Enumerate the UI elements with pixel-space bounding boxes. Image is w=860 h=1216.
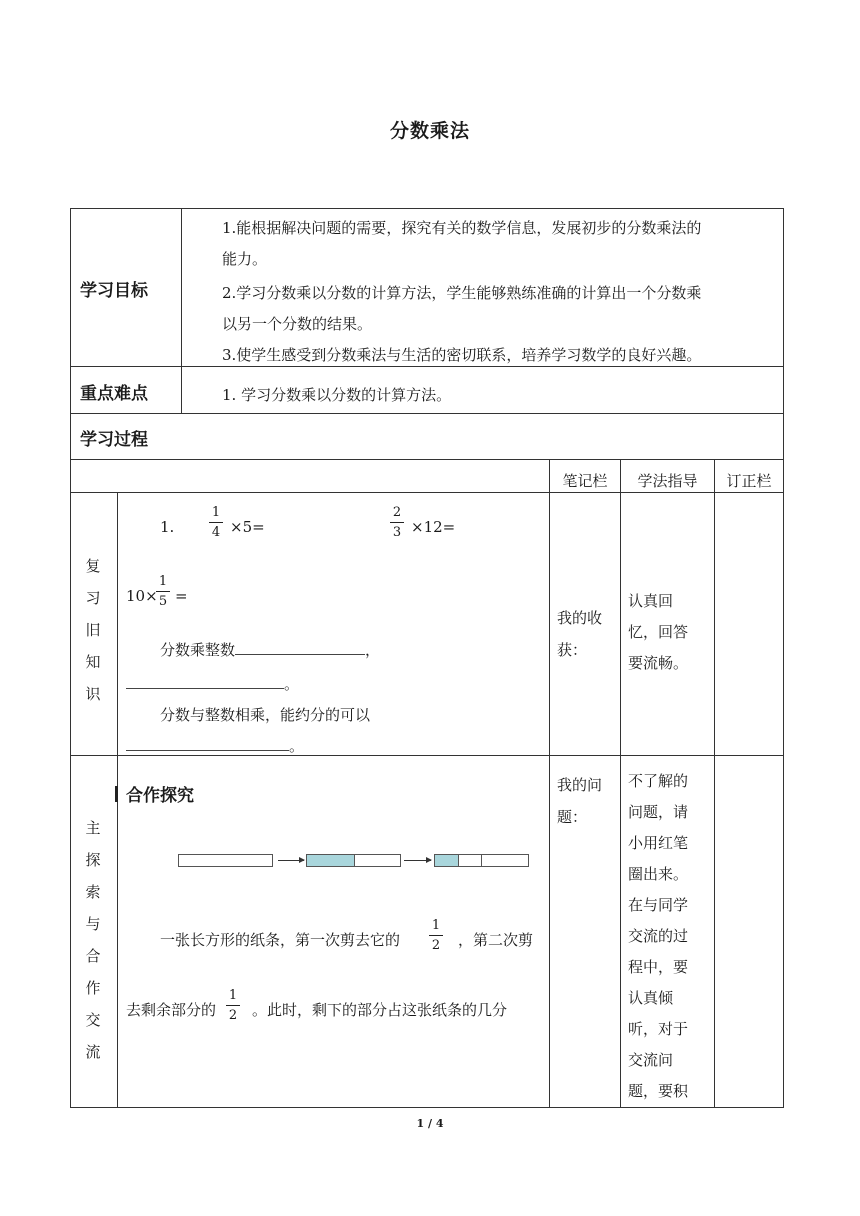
rule-top [70,208,784,209]
heading-marker [115,786,118,802]
strip-half-cut-shaded [307,855,354,866]
goal-line-5: 3.使学生感受到分数乘法与生活的密切联系，培养学习数学的良好兴趣。 [222,346,702,364]
col-correction-header: 订正栏 [726,472,772,490]
page-number: 1 / 4 [416,1117,444,1130]
expr3-tail: = [175,587,188,605]
rule-left [70,208,71,1108]
process-label: 学习过程 [80,430,148,450]
explore-notes: 我的问 题： [557,776,603,826]
explore-method: 不了解的 问题，请 小用红笔 圈出来。 在与同学 交流的过 程中，要 认真倾 听，对于 交流问 题，要积 [628,772,689,1100]
explore-para-2-tail: 。此时，剩下的部分占这张纸条的几分 [252,1001,508,1019]
rule-label-col [181,208,182,413]
expr1-tail: ×5= [230,518,265,536]
fraction-1-2-b: $\frac{1}{2}$ [226,989,240,1023]
lesson-table [70,208,784,1108]
rule-notes-col [549,459,550,1108]
col-notes-header: 笔记栏 [562,472,608,490]
strip-half-cut [306,854,401,867]
expr2-tail: ×12= [411,518,456,536]
review-side-label: 复 习 旧 知 识 [85,557,101,703]
key-text: 1. 学习分数乘以分数的计算方法。 [222,386,452,404]
rule-key-bottom [70,413,784,414]
fraction-1-2-a: $\frac{1}{2}$ [429,919,443,953]
goal-line-1: 1.能根据解决问题的需要，探究有关的数学信息，发展初步的分数乘法的 [222,219,702,237]
rule-bottom [70,1107,784,1108]
rule1-blank[interactable] [235,654,365,655]
goal-line-4: 以另一个分数的结果。 [222,315,373,333]
page-title: 分数乘法 [389,120,470,142]
rule2-cont: 。 [126,736,304,757]
goal-line-3: 2.学习分数乘以分数的计算方法，学生能够熟练准确的计算出一个分数乘 [222,284,702,302]
strip-quarter-cut-shaded [435,855,458,866]
strip-quarter-cut [434,854,529,867]
rule1-blank-2[interactable] [126,688,284,689]
col-method-header: 学法指导 [637,472,698,490]
explore-heading: 合作探究 [126,786,194,806]
rule2-blank[interactable] [126,750,289,751]
rule-correction-col [714,459,715,1108]
review-item-no: 1. [160,518,175,536]
key-label: 重点难点 [80,384,148,404]
rule1: 分数乘整数 ， [160,641,381,659]
explore-side-label: 主 探 索 与 合 作 交 流 [85,819,101,1061]
rule1-cont: 。 [126,674,299,695]
arrow-2 [404,860,431,861]
explore-para-1-head: 一张长方形的纸条，第一次剪去它的 [160,931,401,949]
explore-para-2-head: 去剩余部分的 [126,1001,217,1019]
arrow-1 [278,860,304,861]
rule-right [783,208,784,1108]
fraction-1-4: $\frac{1}{4}$ [209,506,223,540]
rule-process-bottom [70,459,784,460]
expr3-head: 10× [126,587,158,605]
rule2: 分数与整数相乘，能约分的可以 [160,706,371,724]
strip-whole [178,854,273,867]
rule-goals-bottom [70,366,784,367]
fraction-1-5: $\frac{1}{5}$ [156,575,170,609]
review-method: 认真回 忆，回答 要流畅。 [628,592,689,672]
goal-line-2: 能力。 [222,250,268,268]
fraction-2-3: $\frac{2}{3}$ [390,506,404,540]
explore-para-1-tail: ，第二次剪 [458,931,534,949]
goals-label: 学习目标 [80,281,148,301]
review-notes: 我的收 获： [557,609,603,659]
rule-method-col [620,459,621,1108]
rule-header-bottom [70,492,784,493]
